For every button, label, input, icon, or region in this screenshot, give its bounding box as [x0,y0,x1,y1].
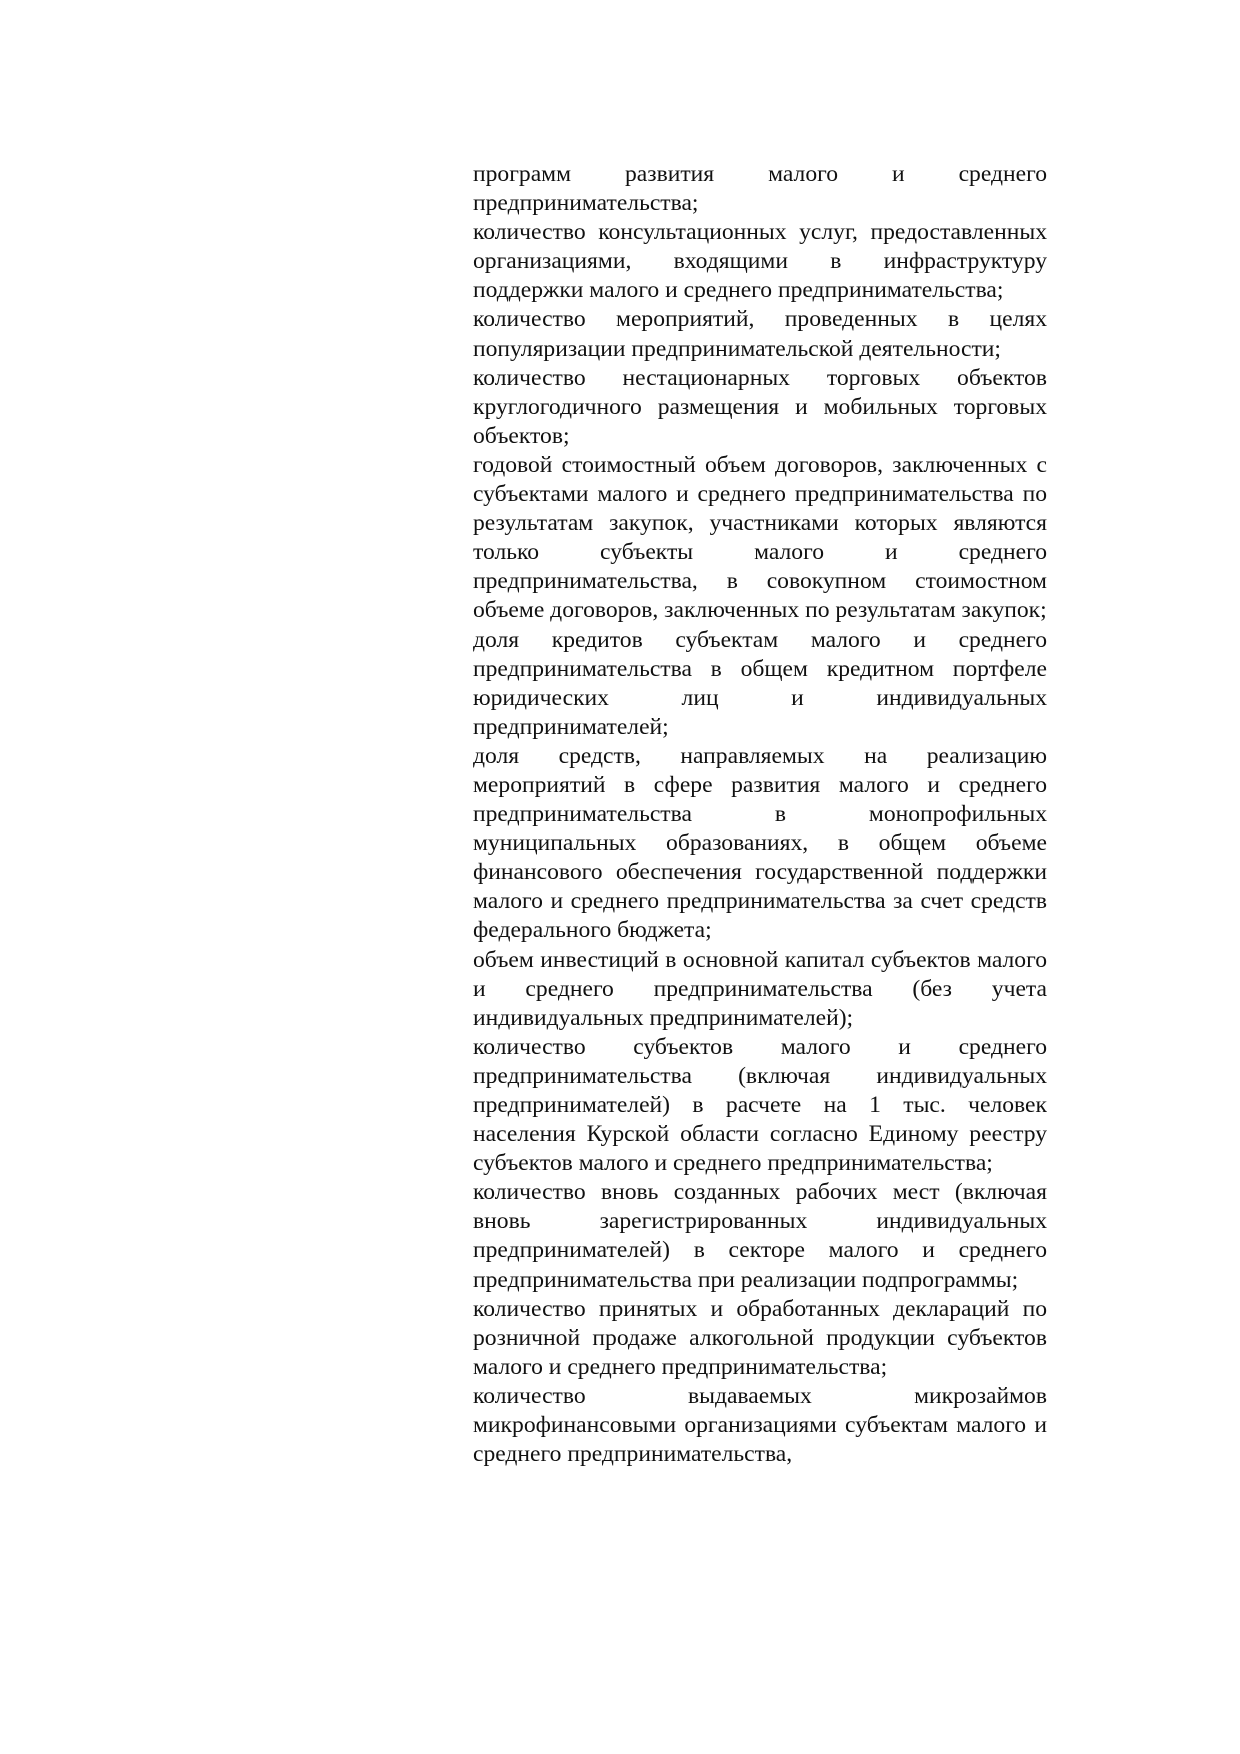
paragraph-credit-share: доля кредитов субъектам малого и среднего предпринимательства в общем кредитном портфеле юридических лиц и индивидуальных предпринимателей; [473,626,1047,740]
paragraph-trade-objects: количество нестационарных торговых объектов круглогодичного размещения и мобильных торговых объектов; [473,364,1047,449]
paragraph-sme-count-per-capita: количество субъектов малого и среднего предпринимательства (включая индивидуальных предпринимателей) в расчете на 1 тыс. человек населения Курской области согласно Единому реестру субъектов малого и среднего предпринимательства; [473,1033,1047,1177]
paragraph-new-jobs: количество вновь созданных рабочих мест (включая вновь зарегистрированных индивидуальных предпринимателей) в секторе малого и среднего предпринимательства при реализации подпрограммы; [473,1179,1047,1293]
paragraph-monotown-funds-share: доля средств, направляемых на реализацию мероприятий в сфере развития малого и среднего предпринимательства в монопрофильных муниципальных образованиях, в общем объеме финансового обеспечения государственной поддержки малого и среднего предпринимательства за счет средств федерального бюджета; [473,742,1047,944]
paragraph-popularization-events: количество мероприятий, проведенных в целях популяризации предпринимательской деятельности; [473,306,1047,362]
paragraph-consulting-services: количество консультационных услуг, предоставленных организациями, входящими в инфраструктуру поддержки малого и среднего предпринимательства; [473,219,1047,304]
text-column [473,160,1047,1469]
paragraph-programs-continuation: программ развития малого и среднего предпринимательства; [473,161,1047,217]
paragraph-alcohol-declarations: количество принятых и обработанных деклараций по розничной продаже алкогольной продукции субъектов малого и среднего предпринимательства; [473,1295,1047,1380]
paragraph-microloans: количество выдаваемых микрозаймов микрофинансовыми организациями субъектам малого и среднего предпринимательства, [473,1382,1047,1468]
paragraph-procurement-contracts: годовой стоимостный объем договоров, заключенных с субъектами малого и среднего предпринимательства по результатам закупок, участниками которых являются только субъекты малого и среднего предпринимательства, в совокупном стоимостном объеме договоров, заключенных по результатам закупок; [473,451,1047,624]
paragraph-investment-volume: объем инвестиций в основной капитал субъектов малого и среднего предпринимательства (без учета индивидуальных предпринимателей); [473,946,1047,1031]
